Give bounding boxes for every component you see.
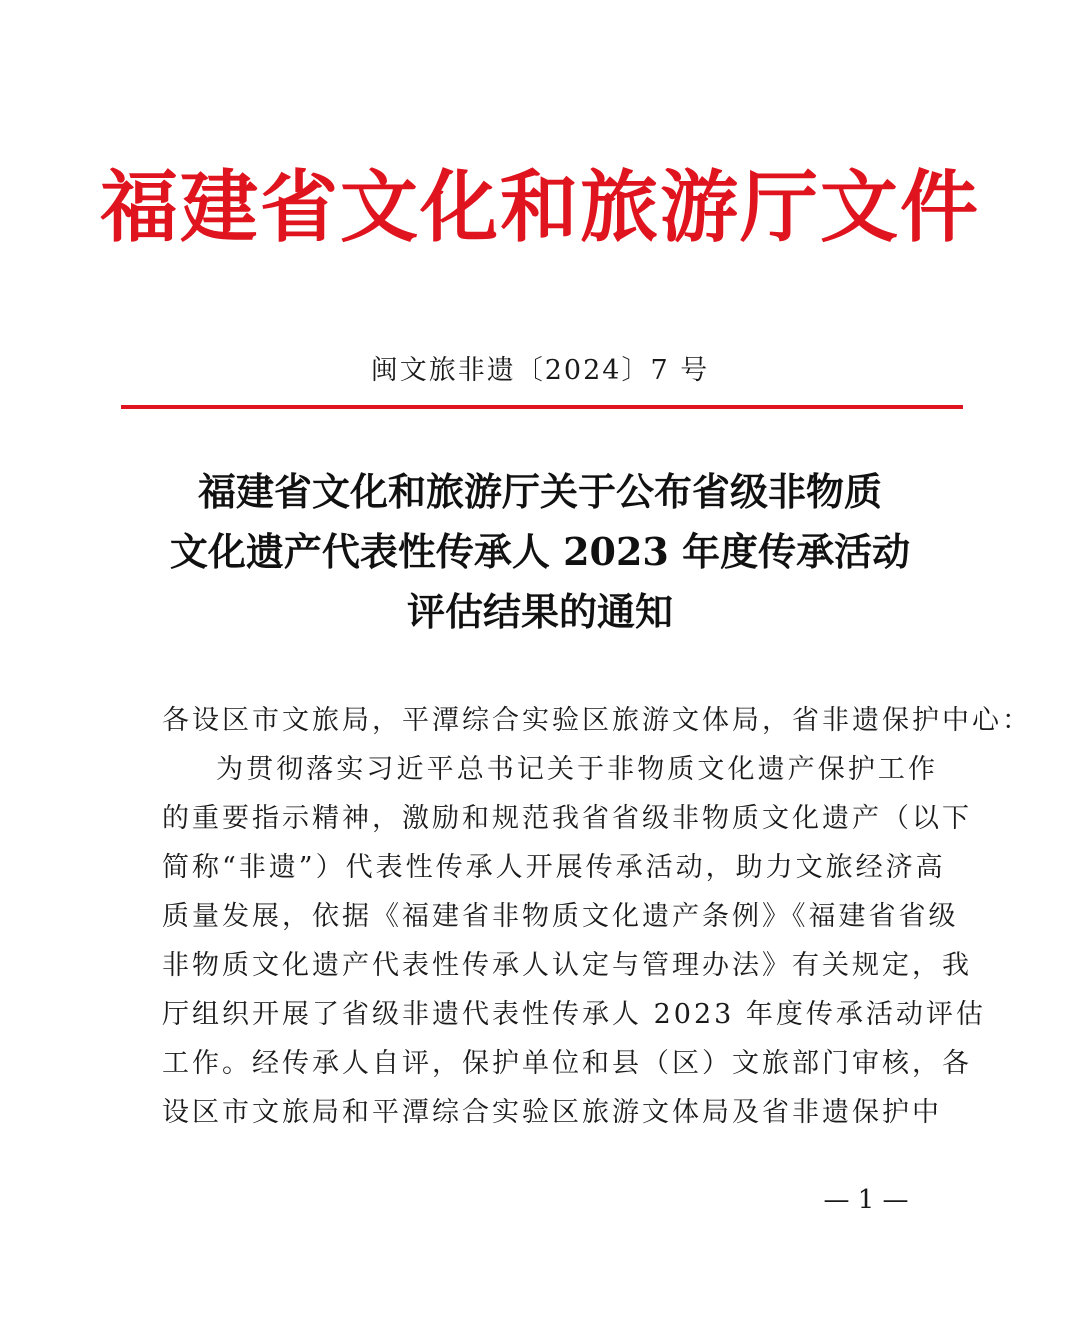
notice-title-line-3: 评估结果的通知 [406,589,673,634]
salutation: 各设区市文旅局，平潭综合实验区旅游文体局，省非遗保护中心： [162,705,1032,736]
notice-body [162,696,1032,1137]
body-line-6: 厅组织开展了省级非遗代表性传承人 2023 年度传承活动评估 [162,999,986,1030]
body-line-5: 非物质文化遗产代表性传承人认定与管理办法》有关规定，我 [162,950,972,981]
document-number: 闽文旅非遗〔2024〕7 号 [370,355,710,386]
red-divider-line [121,405,963,409]
notice-title [120,462,960,642]
body-line-4: 质量发展，依据《福建省非物质文化遗产条例》《福建省省级 [162,901,959,932]
page-number: — 1 — [823,1185,909,1215]
body-line-1: 为贯彻落实习近平总书记关于非物质文化遗产保护工作 [216,754,938,785]
body-line-8: 设区市文旅局和平潭综合实验区旅游文体局及省非遗保护中 [162,1097,942,1128]
body-line-7: 工作。经传承人自评，保护单位和县（区）文旅部门审核，各 [162,1048,972,1079]
body-line-3: 简称“非遗”）代表性传承人开展传承活动，助力文旅经济高 [162,852,946,883]
document-header-title: 福建省文化和旅游厅文件 [99,162,980,253]
notice-title-line-1: 福建省文化和旅游厅关于公布省级非物质 [197,469,882,514]
body-line-2: 的重要指示精神，激励和规范我省省级非物质文化遗产（以下 [162,803,972,834]
notice-title-line-2: 文化遗产代表性传承人 2023 年度传承活动 [169,529,911,574]
